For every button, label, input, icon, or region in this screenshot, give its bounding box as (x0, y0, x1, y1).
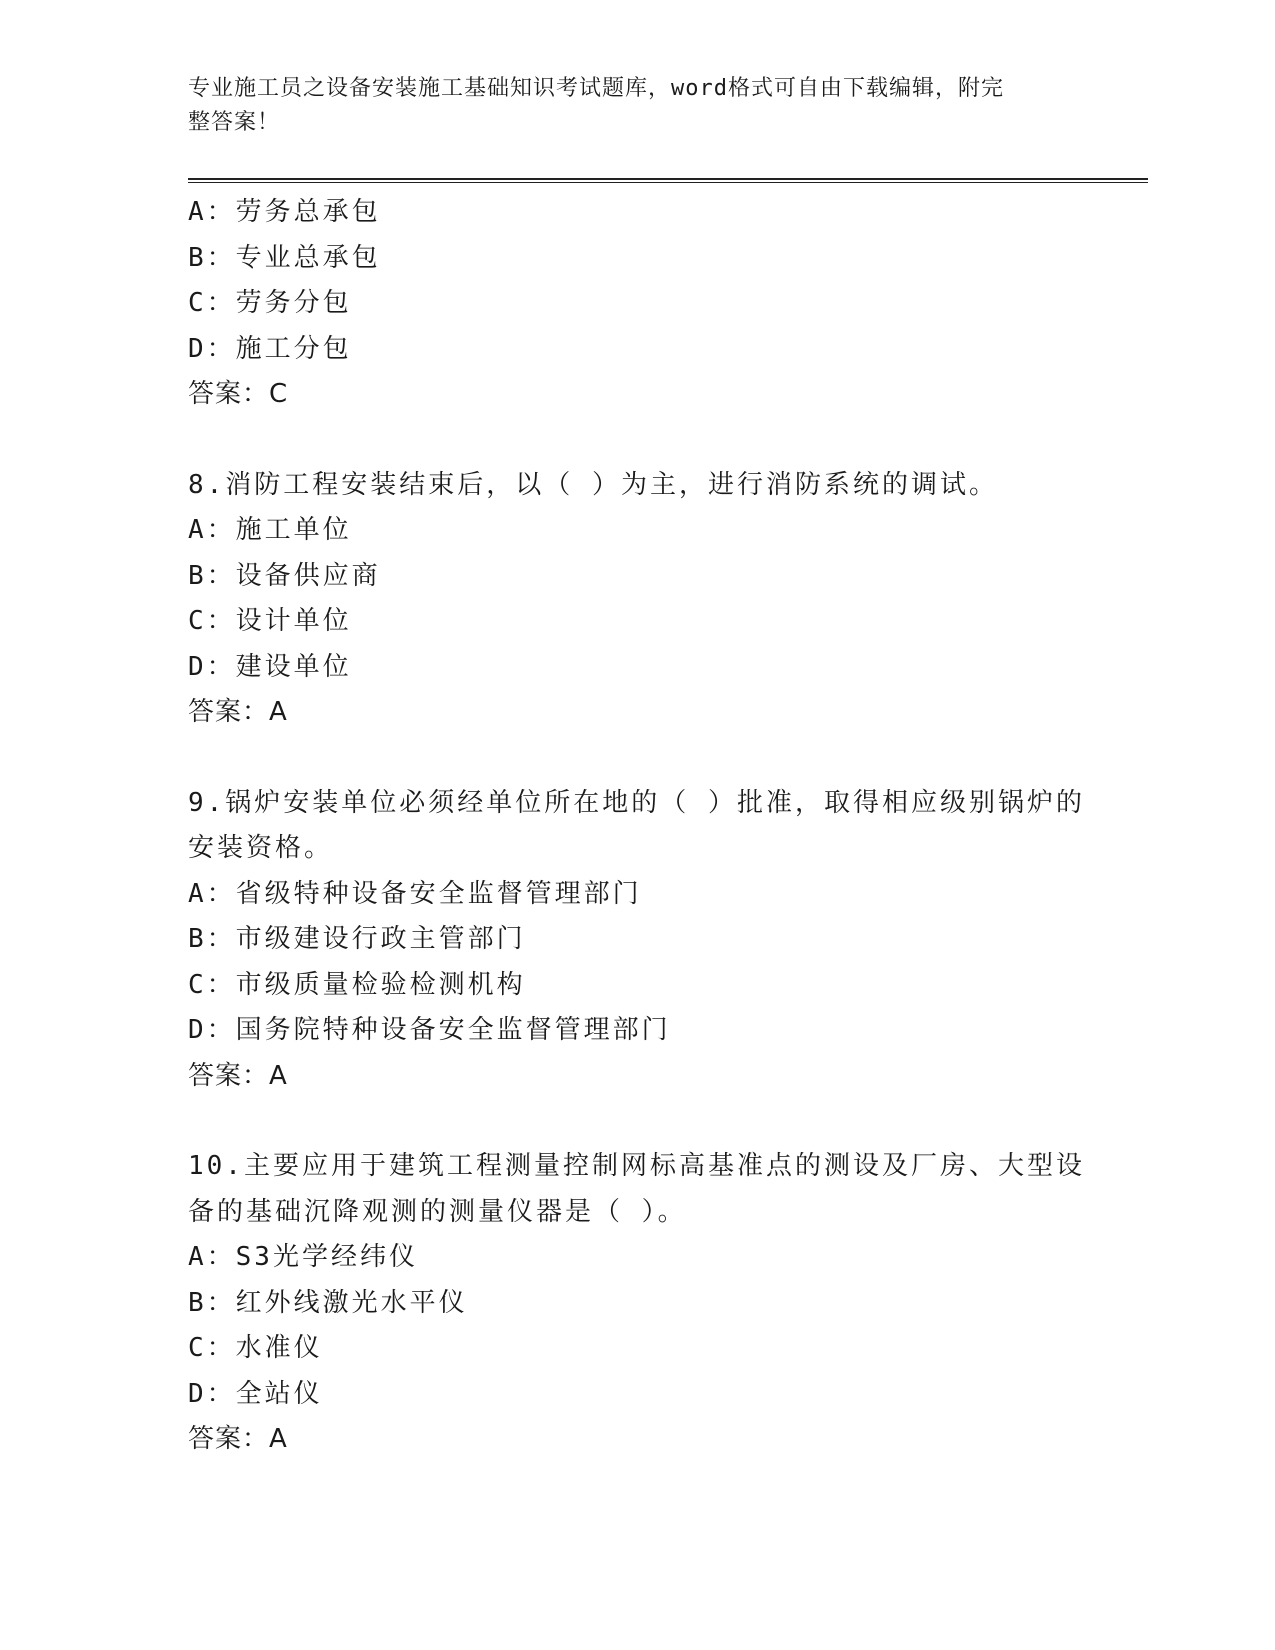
header-divider (188, 178, 1148, 183)
answer: 答案：A (188, 697, 288, 727)
question-list (188, 190, 1088, 1463)
question-stem: 8.消防工程安装结束后，以（ ）为主，进行消防系统的调试。 (188, 469, 998, 500)
question-stem-continued: 安装资格。 (188, 833, 334, 863)
option-a: A：劳务总承包 (188, 197, 381, 227)
option-c: C：市级质量检验检测机构 (188, 969, 526, 1000)
answer: 答案：A (188, 1424, 288, 1454)
option-d: D：全站仪 (188, 1378, 323, 1409)
question-stem: 9.锅炉安装单位必须经单位所在地的（ ）批准，取得相应级别锅炉的 (188, 787, 1085, 818)
option-a: A：S3光学经纬仪 (188, 1242, 418, 1272)
option-b: B：专业总承包 (188, 242, 381, 273)
question-7-partial (188, 190, 1088, 418)
header-line-1: 专业施工员之设备安装施工基础知识考试题库，word格式可自由下载编辑，附完 (188, 76, 1004, 101)
option-b: B：红外线激光水平仪 (188, 1287, 468, 1318)
option-d: D：建设单位 (188, 651, 352, 682)
option-c: C：设计单位 (188, 606, 352, 636)
answer: 答案：A (188, 1060, 288, 1091)
question-stem: 10.主要应用于建筑工程测量控制网标高基准点的测设及厂房、大型设 (188, 1151, 1085, 1181)
option-c: C：水准仪 (188, 1333, 323, 1363)
question-10 (188, 1144, 1088, 1463)
option-b: B：市级建设行政主管部门 (188, 924, 526, 954)
question-8 (188, 463, 1088, 736)
option-a: A：施工单位 (188, 515, 352, 545)
option-d: D：施工分包 (188, 333, 352, 364)
document-header (188, 72, 1068, 140)
option-c: C：劳务分包 (188, 288, 352, 318)
question-stem-continued: 备的基础沉降观测的测量仪器是（ ）。 (188, 1196, 687, 1227)
option-b: B：设备供应商 (188, 560, 381, 591)
header-line-2: 整答案！ (188, 110, 281, 135)
option-a: A：省级特种设备安全监督管理部门 (188, 878, 642, 909)
answer: 答案：C (188, 379, 289, 409)
question-9 (188, 781, 1088, 1100)
option-d: D：国务院特种设备安全监督管理部门 (188, 1015, 671, 1045)
